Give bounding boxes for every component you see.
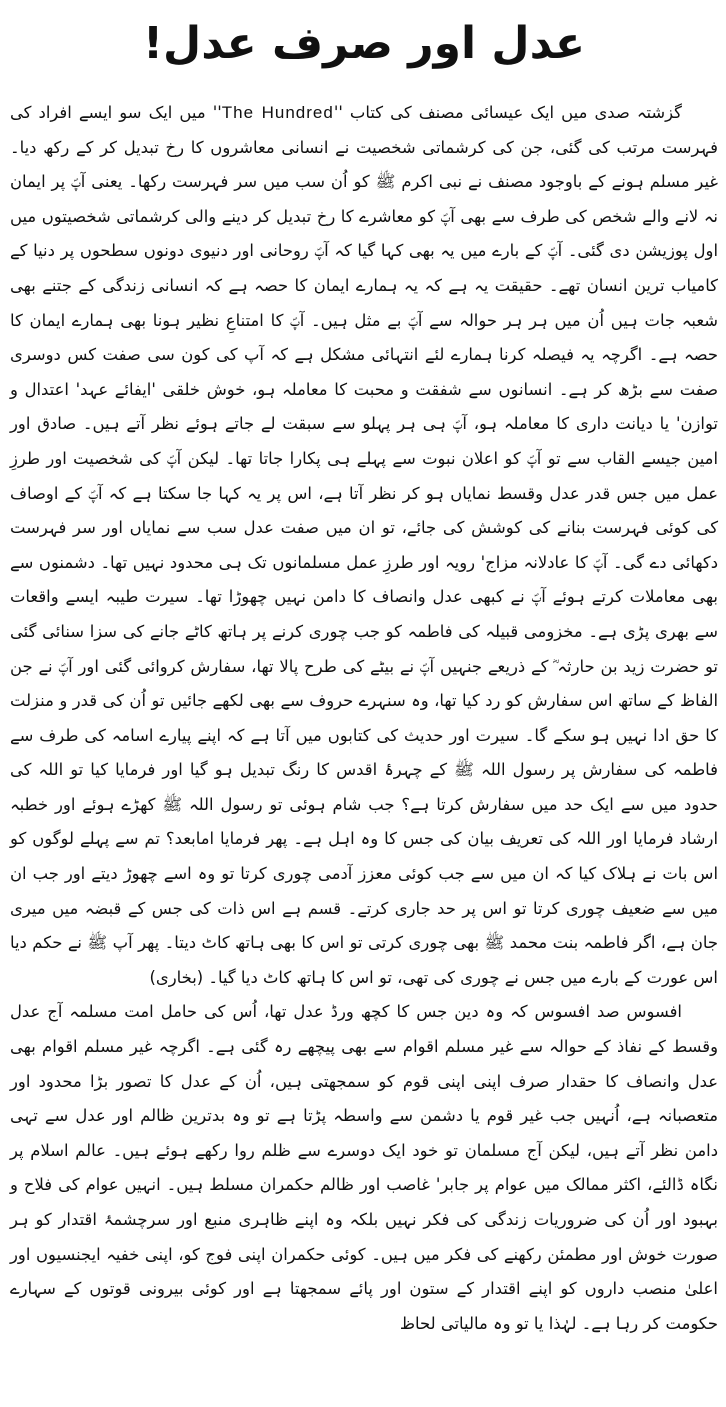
paragraph-2-segment-1: افسوس صد افسوس کہ وہ دین جس کا کچھ ورڈ عدل تھا، اُس کی حامل امت مسلمہ آج عدل وقسط کے نفاذ کے حوالہ سے غیر مسلم اقوام سے بھی پیچھے رہ گئی ہے۔ اگرچہ غیر مسلم اقوام بھی عدل وانصاف کا حقدار صرف اپنی اپنی قوم کو سمجھتی ہیں، اُن کے عدل کا تصور بڑا محدود اور متعصبانہ ہے، اُنہیں جب غیر قوم یا دشمن سے واسطہ پڑتا ہے تو وہ بدترین ظالم اور عدل سے تہی دامن نظر آتے ہیں، لیکن آج مسلمان تو خود ایک دوسرے سے ظلم روا رکھے ہوئے ہیں۔ عالم اسلام پر نگاہ ڈالئے، اکثر ممالک میں عوام پر جابر' غاصب اور ظالم حکمران مسلط ہیں۔ انہیں عوام کی فلاح و بہبود اور اُن کی ضروریات زندگی کی فکر نہیں بلکہ وہ اپنے ظاہری منبع اور سرچشمۂ اقتدار کو ہر صورت خوش اور مطمئن رکھنے کی فکر میں ہیں۔ کوئی حکمران اپنی فوج کو، اپنی خفیہ ایجنسیوں اور اعلیٰ منصب داروں کو اپنے اقتدار کے ستون اور پائے سمجھتا ہے اور کوئی بیرونی قوتوں کے سہارے حکومت کر رہا ہے۔ لہٰذا یا تو وہ مالیاتی لحاظ (10, 1002, 718, 1333)
article-title: عدل اور صرف عدل! (142, 18, 586, 69)
book-title-the-hundred: The Hundred (221, 103, 334, 122)
paragraph-1-segment-3: '' میں ایک سو ایسے افراد کی فہرست مرتب کی گئی، جن کی کرشماتی شخصیت نے انسانی معاشروں کا رخ تبدیل کر کے رکھ دیا۔ غیر مسلم ہونے کے باوجود مصنف نے نبی اکرم ﷺ کو اُن سب میں سر فہرست رکھا۔ یعنی آپؐ پر ایمان نہ لانے والے شخص کی طرف سے بھی آپؐ کو معاشرے کا رخ تبدیل کر دینے والی کرشماتی شخصیتوں میں اول پوزیشن دی گئی۔ آپؐ کے بارے میں یہ بھی کہا گیا کہ آپؐ روحانی اور دنیوی دونوں سطحوں پر دنیا کے کامیاب ترین انسان تھے۔ حقیقت یہ ہے کہ یہ ہمارے ایمان کا حصہ ہے کہ انسانی زندگی کے جتنے بھی شعبہ جات ہیں اُن میں ہر ہر حوالہ سے آپؐ بے مثل ہیں۔ آپؐ کا امتناعِ نظیر ہونا بھی ہمارے ایمان کا حصہ ہے۔ اگرچہ یہ فیصلہ کرنا ہمارے لئے انتہائی مشکل ہے کہ آپ کی کون سی صفت کس دوسری صفت سے بڑھ کر ہے۔ انسانوں سے شفقت و محبت کا معاملہ ہو، خوش خلقی 'ایفائے عہد' اعتدال و توازن' یا دیانت داری کا معاملہ ہو، آپؐ ہی ہر پہلو سے سبقت لے جاتے ہوئے نظر آتے ہیں۔ صادق اور امین جیسے القاب سے تو آپؐ کو اعلان نبوت سے پہلے ہی پکارا جاتا تھا۔ لیکن آپؐ کی شخصیت اور طرزِ عمل میں جس قدر عدل وقسط نمایاں ہو کر نظر آتا ہے، اس پر یہ کہا جا سکتا ہے کہ آپؐ کے اوصاف کی کوئی فہرست بنانے کی کوشش کی جائے، تو ان میں صفت عدل سب سے نمایاں اور سر فہرست دکھائی دے گی۔ آپؐ کا عادلانہ مزاج' رویہ اور طرزِ عمل مسلمانوں تک ہی محدود نہیں تھا۔ دشمنوں سے بھی معاملات کرتے ہوئے آپؐ نے کبھی عدل وانصاف کا دامن نہیں چھوڑا تھا۔ سیرت طیبہ ایسے واقعات سے بھری پڑی ہے۔ مخزومی قبیلہ کی فاطمہ کو جب چوری کرنے پر ہاتھ کاٹے جانے کی سزا سنائی گئی تو حضرت زید بن حارثہ ؓ کے ذریعے جنہیں آپؐ نے بیٹے کی طرح پالا تھا، سفارش کروائی گئی اور آپؐ نے جن الفاظ کے ساتھ اس سفارش کو رد کیا تھا، وہ سنہرے حروف سے بھی لکھے جائیں تو اُن کی قدر و منزلت کا حق ادا نہیں ہو سکے گا۔ سیرت اور حدیث کی کتابوں میں آتا ہے کہ اپنے پیارے اسامہ کی طرف سے فاطمہ کی سفارش پر رسول اللہ ﷺ کے چہرۂ اقدس کا رنگ تبدیل ہو گیا اور فرمایا کیا تو اللہ کی حدود میں سے ایک حد میں سفارش کرتا ہے؟ جب شام ہوئی تو رسول اللہ ﷺ کھڑے ہوئے اور خطبہ ارشاد فرمایا اور اللہ کی تعریف بیان کی جس کا وہ اہل ہے۔ پھر فرمایا امابعد؟ تم سے پہلے لوگوں کو اس بات نے ہلاک کیا کہ ان میں سے جب کوئی معزز آدمی چوری کرتا تو وہ اسے چھوڑ دیتے اور جب ان میں سے ضعیف چوری کرتا تو اس پر حد جاری کرتے۔ قسم ہے اس ذات کی جس کے قبضہ میں میری جان ہے، اگر فاطمہ بنت محمد ﷺ بھی چوری کرتی تو اس کا بھی ہاتھ کاٹ دیتا۔ پھر آپ ﷺ نے حکم دیا اس عورت کے بارے میں جس نے چوری کی تھی، تو اس کا ہاتھ کاٹ دیا گیا۔ (بخاری) (10, 103, 718, 987)
paragraph-1-segment-1: گزشتہ صدی میں ایک عیسائی مصنف کی کتاب '' (333, 103, 682, 122)
paragraph-2 (10, 995, 718, 1341)
paragraph-1 (10, 96, 718, 995)
article-body (10, 96, 718, 1341)
